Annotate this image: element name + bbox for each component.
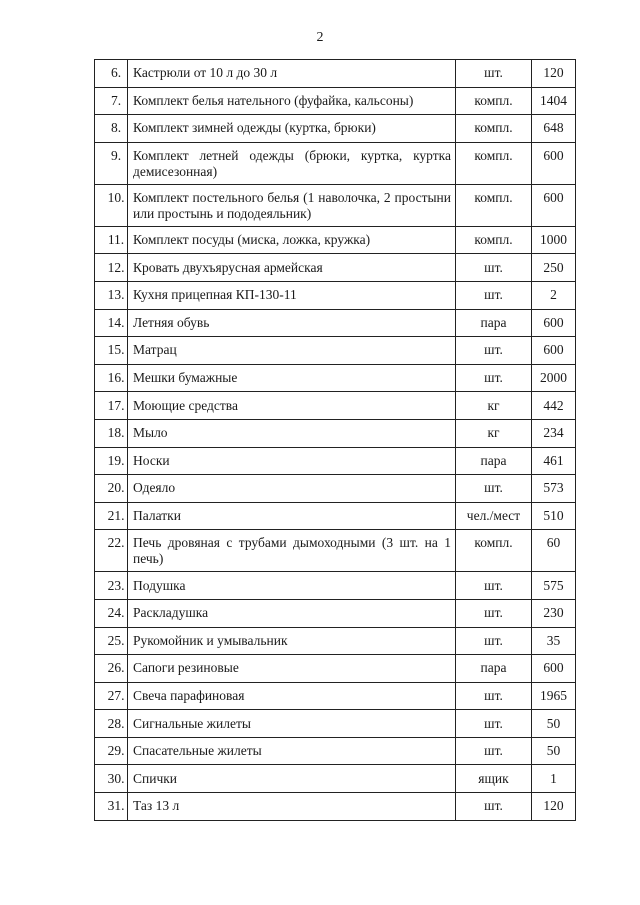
item-quantity: 600 [532,142,576,184]
item-unit: чел./мест [456,502,532,530]
item-name: Печь дровяная с трубами дымоходными (3 шт. на 1 печь) [128,530,456,572]
item-unit: шт. [456,572,532,600]
item-quantity: 50 [532,737,576,765]
table-row [95,281,576,309]
row-number: 8. [95,115,128,143]
item-quantity: 600 [532,337,576,365]
item-quantity: 510 [532,502,576,530]
table-row [95,419,576,447]
item-name: Комплект белья нательного (фуфайка, кальсоны) [128,87,456,115]
table-row [95,337,576,365]
row-number: 23. [95,572,128,600]
table-row [95,364,576,392]
row-number: 21. [95,502,128,530]
item-name: Рукомойник и умывальник [128,627,456,655]
item-name: Сапоги резиновые [128,655,456,683]
table-row [95,254,576,282]
row-number: 12. [95,254,128,282]
table-row [95,142,576,184]
item-quantity: 35 [532,627,576,655]
row-number: 18. [95,419,128,447]
item-unit: шт. [456,710,532,738]
item-quantity: 461 [532,447,576,475]
item-quantity: 50 [532,710,576,738]
item-unit: шт. [456,599,532,627]
table-row [95,737,576,765]
item-quantity: 1965 [532,682,576,710]
row-number: 25. [95,627,128,655]
item-name: Комплект зимней одежды (куртка, брюки) [128,115,456,143]
item-quantity: 120 [532,60,576,88]
table-row [95,60,576,88]
item-name: Летняя обувь [128,309,456,337]
item-unit: компл. [456,226,532,254]
table-row [95,475,576,503]
item-name: Носки [128,447,456,475]
item-name: Моющие средства [128,392,456,420]
row-number: 28. [95,710,128,738]
item-unit: пара [456,655,532,683]
item-quantity: 234 [532,419,576,447]
row-number: 6. [95,60,128,88]
row-number: 27. [95,682,128,710]
item-name: Комплект летней одежды (брюки, куртка, куртка демисезонная) [128,142,456,184]
row-number: 16. [95,364,128,392]
item-unit: ящик [456,765,532,793]
table-row [95,710,576,738]
item-quantity: 60 [532,530,576,572]
row-number: 29. [95,737,128,765]
item-unit: шт. [456,627,532,655]
table-row [95,502,576,530]
table-row [95,655,576,683]
items-table [94,59,576,821]
item-name: Палатки [128,502,456,530]
row-number: 9. [95,142,128,184]
item-quantity: 600 [532,309,576,337]
table-row [95,447,576,475]
item-name: Одеяло [128,475,456,503]
item-name: Мешки бумажные [128,364,456,392]
item-name: Мыло [128,419,456,447]
item-name: Подушка [128,572,456,600]
row-number: 10. [95,184,128,226]
row-number: 24. [95,599,128,627]
item-name: Спички [128,765,456,793]
page-number: 2 [316,30,324,45]
item-quantity: 2000 [532,364,576,392]
table-row [95,599,576,627]
item-name: Комплект посуды (миска, ложка, кружка) [128,226,456,254]
row-number: 17. [95,392,128,420]
row-number: 13. [95,281,128,309]
table-row [95,793,576,821]
row-number: 19. [95,447,128,475]
item-unit: кг [456,419,532,447]
table-row [95,572,576,600]
item-name: Комплект постельного белья (1 наволочка, 2 простыни или простынь и пододеяльник) [128,184,456,226]
item-unit: шт. [456,737,532,765]
table-row [95,87,576,115]
row-number: 31. [95,793,128,821]
row-number: 15. [95,337,128,365]
item-name: Кастрюли от 10 л до 30 л [128,60,456,88]
item-unit: компл. [456,87,532,115]
row-number: 20. [95,475,128,503]
table-row [95,115,576,143]
item-unit: пара [456,309,532,337]
item-quantity: 120 [532,793,576,821]
table-row [95,226,576,254]
item-quantity: 442 [532,392,576,420]
item-unit: шт. [456,337,532,365]
row-number: 11. [95,226,128,254]
item-name: Кухня прицепная КП-130-11 [128,281,456,309]
item-unit: компл. [456,142,532,184]
item-quantity: 1 [532,765,576,793]
item-quantity: 575 [532,572,576,600]
row-number: 26. [95,655,128,683]
item-name: Свеча парафиновая [128,682,456,710]
row-number: 22. [95,530,128,572]
table-row [95,530,576,572]
item-quantity: 2 [532,281,576,309]
item-quantity: 573 [532,475,576,503]
item-quantity: 230 [532,599,576,627]
item-unit: шт. [456,475,532,503]
item-name: Кровать двухъярусная армейская [128,254,456,282]
item-unit: пара [456,447,532,475]
item-unit: компл. [456,115,532,143]
item-quantity: 600 [532,184,576,226]
item-unit: кг [456,392,532,420]
item-name: Раскладушка [128,599,456,627]
item-unit: компл. [456,530,532,572]
row-number: 7. [95,87,128,115]
item-name: Спасательные жилеты [128,737,456,765]
table-row [95,309,576,337]
table-row [95,184,576,226]
table-row [95,627,576,655]
items-table-body [95,60,576,821]
item-quantity: 600 [532,655,576,683]
item-unit: компл. [456,184,532,226]
item-unit: шт. [456,682,532,710]
item-unit: шт. [456,793,532,821]
table-row [95,682,576,710]
item-quantity: 250 [532,254,576,282]
item-quantity: 1000 [532,226,576,254]
item-name: Матрац [128,337,456,365]
table-row [95,765,576,793]
item-unit: шт. [456,364,532,392]
item-quantity: 648 [532,115,576,143]
item-unit: шт. [456,281,532,309]
item-unit: шт. [456,60,532,88]
row-number: 14. [95,309,128,337]
item-unit: шт. [456,254,532,282]
item-quantity: 1404 [532,87,576,115]
table-row [95,392,576,420]
item-name: Таз 13 л [128,793,456,821]
item-name: Сигнальные жилеты [128,710,456,738]
row-number: 30. [95,765,128,793]
